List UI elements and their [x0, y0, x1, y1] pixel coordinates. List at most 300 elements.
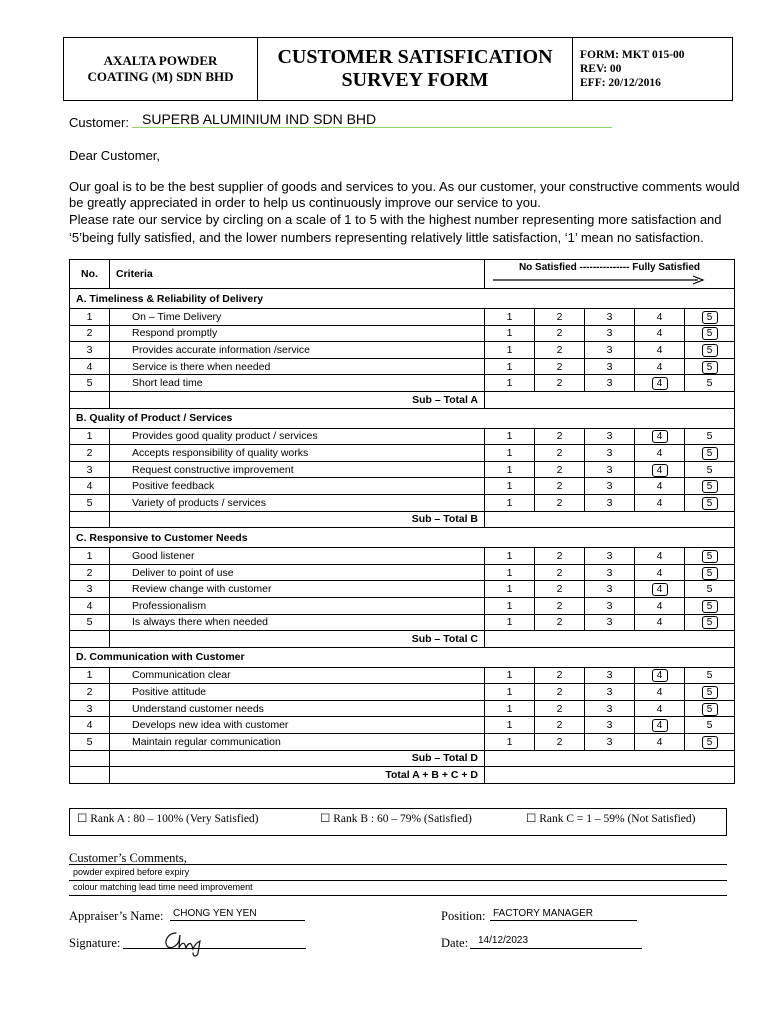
intro-line: ‘5’being fully satisfied, and the lower numbers representing relatively little satisfaction, ‘1’ mean no satisfaction. — [69, 230, 704, 245]
rating-value: 3 — [606, 480, 613, 493]
comment-text[interactable]: powder expired before expiry — [73, 867, 190, 877]
rating-value: 1 — [506, 377, 513, 390]
rating-value: 4 — [656, 686, 663, 699]
rating-cell[interactable] — [585, 734, 635, 751]
rating-cell[interactable] — [485, 428, 535, 445]
selected-rating-mark: 4 — [652, 464, 668, 477]
row-number: 2 — [70, 445, 110, 462]
form-effective-date: EFF: 20/12/2016 — [580, 77, 661, 89]
rating-cell[interactable] — [485, 548, 535, 565]
rating-value: 1 — [506, 446, 513, 459]
section-title: A. Timeliness & Reliability of Delivery — [70, 289, 735, 309]
rating-value: 3 — [606, 686, 613, 699]
rating-cell[interactable] — [535, 700, 585, 717]
rating-cell[interactable] — [585, 667, 635, 684]
blank-cell — [70, 511, 110, 528]
row-number: 4 — [70, 358, 110, 375]
total-value[interactable] — [485, 767, 735, 784]
rating-cell[interactable] — [685, 734, 735, 751]
rank-b-checkbox-icon[interactable]: ☐ — [320, 813, 331, 825]
rating-cell[interactable] — [585, 445, 635, 462]
rating-cell[interactable] — [635, 445, 685, 462]
row-number: 5 — [70, 614, 110, 631]
rating-value: 1 — [506, 702, 513, 715]
subtotal-value[interactable] — [485, 750, 735, 767]
row-number: 2 — [70, 325, 110, 342]
signature-line — [123, 948, 306, 949]
selected-rating-mark: 5 — [702, 550, 718, 563]
rating-cell[interactable] — [585, 548, 635, 565]
row-criteria: Request constructive improvement — [110, 461, 485, 478]
rating-cell[interactable] — [485, 325, 535, 342]
table-row — [70, 597, 735, 614]
rating-cell[interactable] — [535, 428, 585, 445]
rank-a-checkbox-icon[interactable]: ☐ — [77, 813, 88, 825]
rating-cell[interactable] — [635, 581, 685, 598]
rating-value: 2 — [556, 719, 563, 732]
rating-value: 2 — [556, 735, 563, 748]
rating-cell[interactable] — [685, 375, 735, 392]
row-criteria: Develops new idea with customer — [110, 717, 485, 734]
table-row — [70, 325, 735, 342]
rating-value: 2 — [556, 310, 563, 323]
rating-value: 1 — [506, 616, 513, 629]
rating-cell[interactable] — [485, 375, 535, 392]
table-row — [70, 461, 735, 478]
rating-cell[interactable] — [685, 478, 735, 495]
rating-value: 1 — [506, 599, 513, 612]
selected-rating-mark: 5 — [702, 686, 718, 699]
row-criteria: Maintain regular communication — [110, 734, 485, 751]
row-criteria: On – Time Delivery — [110, 309, 485, 326]
rating-cell[interactable] — [535, 494, 585, 511]
appraiser-label: Appraiser’s Name: — [69, 909, 164, 923]
rating-value: 3 — [606, 463, 613, 476]
rating-value: 2 — [556, 686, 563, 699]
rating-cell[interactable] — [585, 684, 635, 701]
rating-cell[interactable] — [585, 700, 635, 717]
form-header — [63, 37, 733, 101]
rating-cell[interactable] — [685, 461, 735, 478]
appraiser-line — [170, 920, 305, 921]
form-revision: REV: 00 — [580, 63, 622, 75]
selected-rating-mark: 4 — [652, 583, 668, 596]
rating-cell[interactable] — [635, 461, 685, 478]
table-row — [70, 478, 735, 495]
rating-cell[interactable] — [485, 717, 535, 734]
rating-cell[interactable] — [635, 684, 685, 701]
table-row — [70, 358, 735, 375]
table-row — [70, 581, 735, 598]
selected-rating-mark: 5 — [702, 361, 718, 374]
rating-value: 2 — [556, 583, 563, 596]
rating-value: 2 — [556, 343, 563, 356]
rating-value: 4 — [656, 480, 663, 493]
rating-value: 1 — [506, 310, 513, 323]
rating-cell[interactable] — [485, 734, 535, 751]
rating-cell[interactable] — [685, 700, 735, 717]
rating-value: 4 — [656, 496, 663, 509]
form-meta — [573, 38, 732, 100]
row-criteria: Positive feedback — [110, 478, 485, 495]
row-number: 3 — [70, 461, 110, 478]
rating-value: 4 — [656, 702, 663, 715]
comment-line — [69, 895, 727, 896]
table-row — [70, 342, 735, 359]
rating-cell[interactable] — [585, 478, 635, 495]
selected-rating-mark: 4 — [652, 669, 668, 682]
rank-b: ☐ Rank B : 60 – 79% (Satisfied) — [320, 813, 472, 825]
rating-value: 4 — [656, 327, 663, 340]
signature-label: Signature: — [69, 936, 121, 950]
rating-cell[interactable] — [635, 548, 685, 565]
rating-cell[interactable] — [685, 358, 735, 375]
rating-cell[interactable] — [635, 309, 685, 326]
selected-rating-mark: 5 — [702, 736, 718, 749]
rating-cell[interactable] — [635, 717, 685, 734]
rating-cell[interactable] — [685, 548, 735, 565]
rating-table — [69, 259, 735, 784]
rank-a: ☐ Rank A : 80 – 100% (Very Satisfied) — [77, 813, 259, 825]
table-row — [70, 700, 735, 717]
comment-line — [69, 864, 727, 865]
selected-rating-mark: 5 — [702, 480, 718, 493]
rating-cell[interactable] — [585, 597, 635, 614]
rating-cell[interactable] — [685, 597, 735, 614]
rating-value: 3 — [606, 669, 613, 682]
position-line — [490, 920, 637, 921]
row-number: 1 — [70, 309, 110, 326]
rating-value: 1 — [506, 327, 513, 340]
rating-cell[interactable] — [535, 325, 585, 342]
row-criteria: Good listener — [110, 548, 485, 565]
rating-value: 1 — [506, 496, 513, 509]
intro-line: Our goal is to be the best supplier of goods and services to you. As our customer, your constructive comments would — [69, 179, 740, 194]
rating-cell[interactable] — [585, 375, 635, 392]
rating-cell[interactable] — [635, 375, 685, 392]
company-name: AXALTA POWDER COATING (M) SDN BHD — [64, 38, 258, 100]
rating-cell[interactable] — [585, 717, 635, 734]
rating-cell[interactable] — [685, 564, 735, 581]
rating-value: 2 — [556, 463, 563, 476]
row-number: 3 — [70, 342, 110, 359]
date-label: Date: — [441, 936, 469, 950]
subtotal-value[interactable] — [485, 631, 735, 648]
rating-cell[interactable] — [635, 700, 685, 717]
blank-cell — [70, 767, 110, 784]
row-number: 3 — [70, 700, 110, 717]
rating-value: 5 — [706, 430, 713, 443]
row-criteria: Is always there when needed — [110, 614, 485, 631]
rating-cell[interactable] — [635, 358, 685, 375]
rating-value: 2 — [556, 702, 563, 715]
intro-line: Please rate our service by circling on a scale of 1 to 5 with the highest number representing more satisfaction and — [69, 212, 722, 227]
greeting: Dear Customer, — [69, 148, 161, 163]
col-header-criteria: Criteria — [110, 260, 485, 289]
rating-cell[interactable] — [535, 375, 585, 392]
rating-value: 3 — [606, 616, 613, 629]
selected-rating-mark: 5 — [702, 447, 718, 460]
rating-cell[interactable] — [685, 581, 735, 598]
selected-rating-mark: 5 — [702, 497, 718, 510]
rating-value: 1 — [506, 463, 513, 476]
table-row — [70, 445, 735, 462]
rating-value: 1 — [506, 430, 513, 443]
row-number: 4 — [70, 717, 110, 734]
row-criteria: Professionalism — [110, 597, 485, 614]
rating-cell[interactable] — [635, 325, 685, 342]
rating-cell[interactable] — [485, 581, 535, 598]
rating-cell[interactable] — [685, 667, 735, 684]
rating-value: 5 — [706, 583, 713, 596]
rating-cell[interactable] — [635, 428, 685, 445]
comment-text[interactable]: colour matching lead time need improvement — [73, 882, 253, 892]
rank-c-checkbox-icon[interactable]: ☐ — [526, 813, 537, 825]
row-number: 5 — [70, 494, 110, 511]
rating-value: 1 — [506, 566, 513, 579]
subtotal-value[interactable] — [485, 391, 735, 408]
rating-cell[interactable] — [685, 494, 735, 511]
rating-cell[interactable] — [585, 494, 635, 511]
selected-rating-mark: 5 — [702, 344, 718, 357]
position-value[interactable]: FACTORY MANAGER — [493, 908, 594, 919]
row-number: 2 — [70, 564, 110, 581]
section-title: C. Responsive to Customer Needs — [70, 528, 735, 548]
row-criteria: Communication clear — [110, 667, 485, 684]
blank-cell — [70, 750, 110, 767]
rating-cell[interactable] — [635, 494, 685, 511]
rating-value: 4 — [656, 360, 663, 373]
rating-value: 2 — [556, 669, 563, 682]
rating-value: 2 — [556, 599, 563, 612]
rating-cell[interactable] — [535, 734, 585, 751]
col-header-no: No. — [70, 260, 110, 289]
rating-cell[interactable] — [685, 428, 735, 445]
rating-value: 1 — [506, 719, 513, 732]
rating-cell[interactable] — [635, 667, 685, 684]
rating-cell[interactable] — [585, 564, 635, 581]
row-number: 1 — [70, 548, 110, 565]
rating-value: 3 — [606, 327, 613, 340]
row-number: 1 — [70, 428, 110, 445]
rating-value: 3 — [606, 735, 613, 748]
row-number: 1 — [70, 667, 110, 684]
rating-value: 3 — [606, 310, 613, 323]
rating-value: 2 — [556, 496, 563, 509]
rating-cell[interactable] — [535, 478, 585, 495]
rating-cell[interactable] — [485, 684, 535, 701]
row-number: 4 — [70, 478, 110, 495]
date-line — [470, 948, 642, 949]
rating-cell[interactable] — [685, 342, 735, 359]
rating-value: 4 — [656, 310, 663, 323]
selected-rating-mark: 5 — [702, 616, 718, 629]
rating-cell[interactable] — [535, 597, 585, 614]
rating-cell[interactable] — [535, 667, 585, 684]
row-number: 5 — [70, 375, 110, 392]
subtotal-value[interactable] — [485, 511, 735, 528]
section-title: B. Quality of Product / Services — [70, 408, 735, 428]
appraiser-name-value[interactable]: CHONG YEN YEN — [173, 908, 257, 919]
table-row — [70, 494, 735, 511]
selected-rating-mark: 4 — [652, 377, 668, 390]
table-row — [70, 548, 735, 565]
subtotal-label: Sub – Total B — [110, 511, 485, 528]
table-row — [70, 564, 735, 581]
rating-value: 4 — [656, 616, 663, 629]
row-criteria: Accepts responsibility of quality works — [110, 445, 485, 462]
rating-value: 5 — [706, 377, 713, 390]
signature-image[interactable] — [160, 927, 206, 959]
rating-value: 4 — [656, 735, 663, 748]
rating-cell[interactable] — [635, 597, 685, 614]
rating-value: 5 — [706, 463, 713, 476]
rating-value: 2 — [556, 616, 563, 629]
scale-label: No Satisfied --------------- Fully Satisfied — [518, 262, 701, 273]
rating-cell[interactable] — [585, 581, 635, 598]
rating-cell[interactable] — [535, 342, 585, 359]
rating-cell[interactable] — [535, 614, 585, 631]
rating-value: 1 — [506, 669, 513, 682]
rating-cell[interactable] — [485, 478, 535, 495]
rating-cell[interactable] — [535, 309, 585, 326]
rating-cell[interactable] — [485, 494, 535, 511]
rating-value: 2 — [556, 446, 563, 459]
rating-value: 2 — [556, 327, 563, 340]
subtotal-label: Sub – Total C — [110, 631, 485, 648]
rating-cell[interactable] — [585, 342, 635, 359]
rating-value: 4 — [656, 446, 663, 459]
rating-cell[interactable] — [685, 445, 735, 462]
rating-value: 2 — [556, 360, 563, 373]
row-criteria: Respond promptly — [110, 325, 485, 342]
selected-rating-mark: 5 — [702, 567, 718, 580]
rating-value: 1 — [506, 735, 513, 748]
rating-value: 2 — [556, 480, 563, 493]
rating-cell[interactable] — [685, 684, 735, 701]
rating-cell[interactable] — [535, 564, 585, 581]
row-number: 5 — [70, 734, 110, 751]
rating-cell[interactable] — [535, 358, 585, 375]
row-criteria: Deliver to point of use — [110, 564, 485, 581]
rating-value: 2 — [556, 566, 563, 579]
rating-value: 4 — [656, 599, 663, 612]
table-row — [70, 309, 735, 326]
blank-cell — [70, 631, 110, 648]
rating-value: 3 — [606, 719, 613, 732]
rating-value: 3 — [606, 496, 613, 509]
rating-cell[interactable] — [635, 614, 685, 631]
rating-cell[interactable] — [535, 581, 585, 598]
position-label: Position: — [441, 909, 486, 923]
rating-value: 3 — [606, 446, 613, 459]
rating-cell[interactable] — [485, 445, 535, 462]
rating-value: 2 — [556, 430, 563, 443]
rating-value: 4 — [656, 343, 663, 356]
rating-value: 3 — [606, 377, 613, 390]
row-criteria: Variety of products / services — [110, 494, 485, 511]
rank-c: ☐ Rank C = 1 – 59% (Not Satisfied) — [526, 813, 696, 825]
rating-value: 1 — [506, 343, 513, 356]
rating-value: 3 — [606, 360, 613, 373]
subtotal-label: Sub – Total A — [110, 391, 485, 408]
rating-cell[interactable] — [485, 309, 535, 326]
comments-label: Customer’s Comments, — [69, 851, 187, 865]
date-value[interactable]: 14/12/2023 — [478, 935, 529, 946]
rating-cell[interactable] — [485, 342, 535, 359]
rating-cell[interactable] — [635, 478, 685, 495]
section-title: D. Communication with Customer — [70, 647, 735, 667]
rating-value: 1 — [506, 360, 513, 373]
rating-cell[interactable] — [635, 734, 685, 751]
row-criteria: Positive attitude — [110, 684, 485, 701]
customer-label: Customer: — [69, 115, 129, 130]
selected-rating-mark: 4 — [652, 719, 668, 732]
rating-cell[interactable] — [585, 358, 635, 375]
scale-header — [485, 260, 735, 289]
customer-name-value[interactable]: SUPERB ALUMINIUM IND SDN BHD — [142, 111, 377, 127]
rating-value: 1 — [506, 549, 513, 562]
rating-cell[interactable] — [485, 597, 535, 614]
table-row — [70, 717, 735, 734]
rating-cell[interactable] — [535, 548, 585, 565]
rating-cell[interactable] — [685, 614, 735, 631]
rating-cell[interactable] — [535, 684, 585, 701]
row-criteria: Understand customer needs — [110, 700, 485, 717]
rating-cell[interactable] — [485, 614, 535, 631]
rating-cell[interactable] — [635, 342, 685, 359]
rating-value: 1 — [506, 583, 513, 596]
rating-cell[interactable] — [535, 717, 585, 734]
table-row — [70, 428, 735, 445]
selected-rating-mark: 5 — [702, 327, 718, 340]
row-criteria: Provides accurate information /service — [110, 342, 485, 359]
rating-cell[interactable] — [585, 614, 635, 631]
rating-cell[interactable] — [685, 309, 735, 326]
rating-cell[interactable] — [485, 564, 535, 581]
row-number: 4 — [70, 597, 110, 614]
row-number: 2 — [70, 684, 110, 701]
rating-value: 4 — [656, 549, 663, 562]
rating-cell[interactable] — [585, 309, 635, 326]
rating-cell[interactable] — [535, 445, 585, 462]
rating-value: 3 — [606, 343, 613, 356]
rating-cell[interactable] — [635, 564, 685, 581]
rating-value: 3 — [606, 583, 613, 596]
table-row — [70, 734, 735, 751]
rating-cell[interactable] — [485, 700, 535, 717]
selected-rating-mark: 5 — [702, 600, 718, 613]
rating-value: 1 — [506, 686, 513, 699]
rating-value: 2 — [556, 549, 563, 562]
rating-cell[interactable] — [485, 667, 535, 684]
rating-cell[interactable] — [685, 717, 735, 734]
rating-cell[interactable] — [535, 461, 585, 478]
total-label: Total A + B + C + D — [110, 767, 485, 784]
rating-cell[interactable] — [585, 461, 635, 478]
rating-value: 3 — [606, 702, 613, 715]
rating-cell[interactable] — [585, 428, 635, 445]
rating-value: 3 — [606, 566, 613, 579]
intro-line: be greatly appreciated in order to help us continuously improve our service to you. — [69, 195, 541, 210]
form-number: FORM: MKT 015-00 — [580, 49, 685, 61]
rank-legend — [69, 808, 727, 836]
rating-cell[interactable] — [585, 325, 635, 342]
rating-cell[interactable] — [485, 358, 535, 375]
rating-value: 5 — [706, 719, 713, 732]
rating-cell[interactable] — [485, 461, 535, 478]
rating-cell[interactable] — [685, 325, 735, 342]
